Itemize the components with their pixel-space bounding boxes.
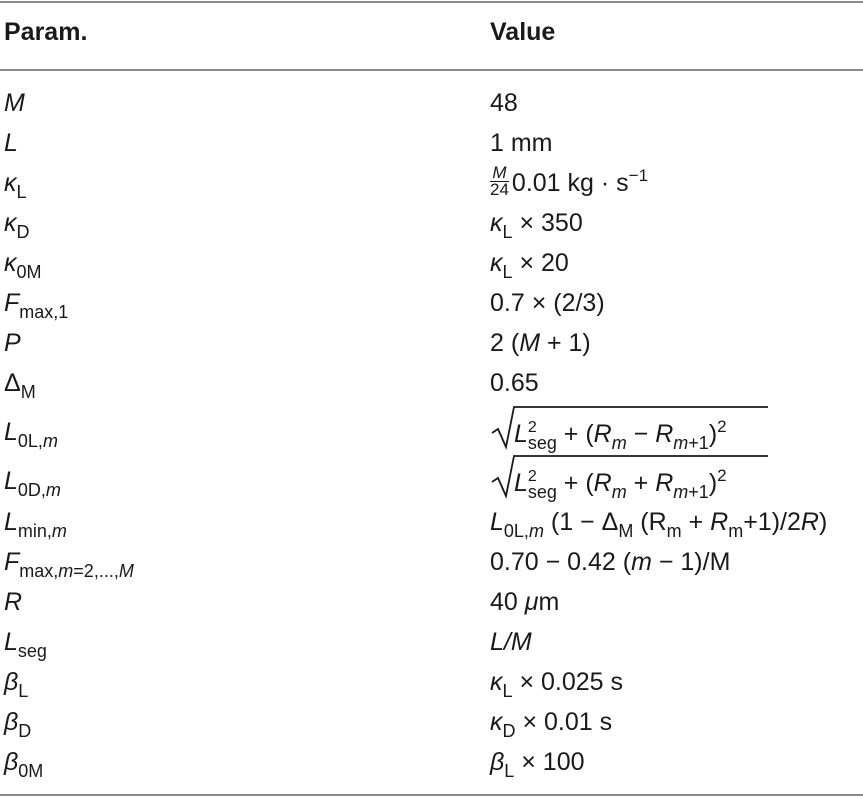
value-cell: $\frac{M}{24}$ 0.01 kg · $s^{-1}$	[490, 162, 649, 199]
table-header-rule	[0, 69, 863, 71]
table-row	[0, 464, 863, 504]
param-cell: L	[4, 129, 18, 157]
table-row	[0, 286, 863, 326]
value-cell: $\kappa_L \times 0.025$ s	[490, 668, 624, 701]
table-row	[0, 162, 863, 206]
param-cell: $L_{0D,m}$	[4, 467, 61, 500]
sqrt-symbol: $L^2_{seg} + (R_m - R_{m+1})^2$	[490, 415, 727, 455]
table-row	[0, 665, 863, 705]
param-cell: $F_{max,m=2,...,M}$	[4, 548, 134, 581]
value-cell: 0.70 − 0.42 (m − 1)/M	[490, 548, 731, 576]
value-cell: 0.7 × (2/3)	[490, 289, 605, 317]
table-row	[0, 415, 863, 455]
param-cell: $L_{0L,m}$	[4, 418, 58, 451]
param-cell: $L_{min,m}$	[4, 508, 67, 541]
value-cell: 40 μm	[490, 588, 560, 616]
param-cell: R	[4, 588, 23, 616]
value-cell	[490, 415, 727, 455]
table-row	[0, 505, 863, 545]
value-cell: 2 (M + 1)	[490, 329, 591, 357]
value-cell: L/M	[490, 628, 532, 656]
table-bottom-rule	[0, 794, 863, 796]
sqrt-symbol: $L^2_{seg} + (R_m + R_{m+1})^2$	[490, 464, 727, 504]
header-value: Value	[490, 18, 556, 46]
param-cell: P	[4, 329, 21, 357]
param-cell: M	[4, 89, 25, 117]
value-cell: 0.65	[490, 369, 539, 397]
param-cell: $\Delta_M$	[4, 369, 36, 402]
table-row	[0, 585, 863, 625]
param-cell: $\kappa_D$	[4, 209, 30, 242]
param-cell: $\beta_L$	[4, 668, 29, 701]
table-row	[0, 86, 863, 126]
param-cell: $\kappa_L$	[4, 169, 27, 202]
param-cell: $\beta_D$	[4, 708, 32, 741]
value-cell	[490, 464, 727, 504]
value-cell: $\beta_L \times 100$	[490, 748, 585, 781]
table-row	[0, 326, 863, 366]
header-param: Param.	[4, 18, 88, 46]
value-cell: $L_{0L,m}$ ($1 - \Delta_M$ $(R_m + R_m+1)/2R$)	[490, 508, 828, 541]
table-top-rule	[0, 1, 863, 3]
value-cell: $\kappa_L \times 20$	[490, 249, 569, 282]
param-cell: $L_{seg}$	[4, 628, 47, 661]
table-row	[0, 545, 863, 585]
value-cell: 48	[490, 89, 518, 117]
table-row	[0, 705, 863, 745]
table-row	[0, 206, 863, 246]
param-cell: $\beta_{0M}$	[4, 748, 44, 781]
table-row	[0, 625, 863, 665]
value-cell: 1 mm	[490, 129, 553, 157]
param-cell: $\kappa_{0M}$	[4, 249, 42, 282]
value-cell: $\kappa_D \times 0.01$ s	[490, 708, 613, 741]
param-cell: $F_{max,1}$	[4, 289, 69, 322]
table-row	[0, 366, 863, 406]
table-row	[0, 745, 863, 785]
table-row	[0, 246, 863, 286]
table-row	[0, 126, 863, 166]
value-cell: $\kappa_L \times 350$	[490, 209, 583, 242]
